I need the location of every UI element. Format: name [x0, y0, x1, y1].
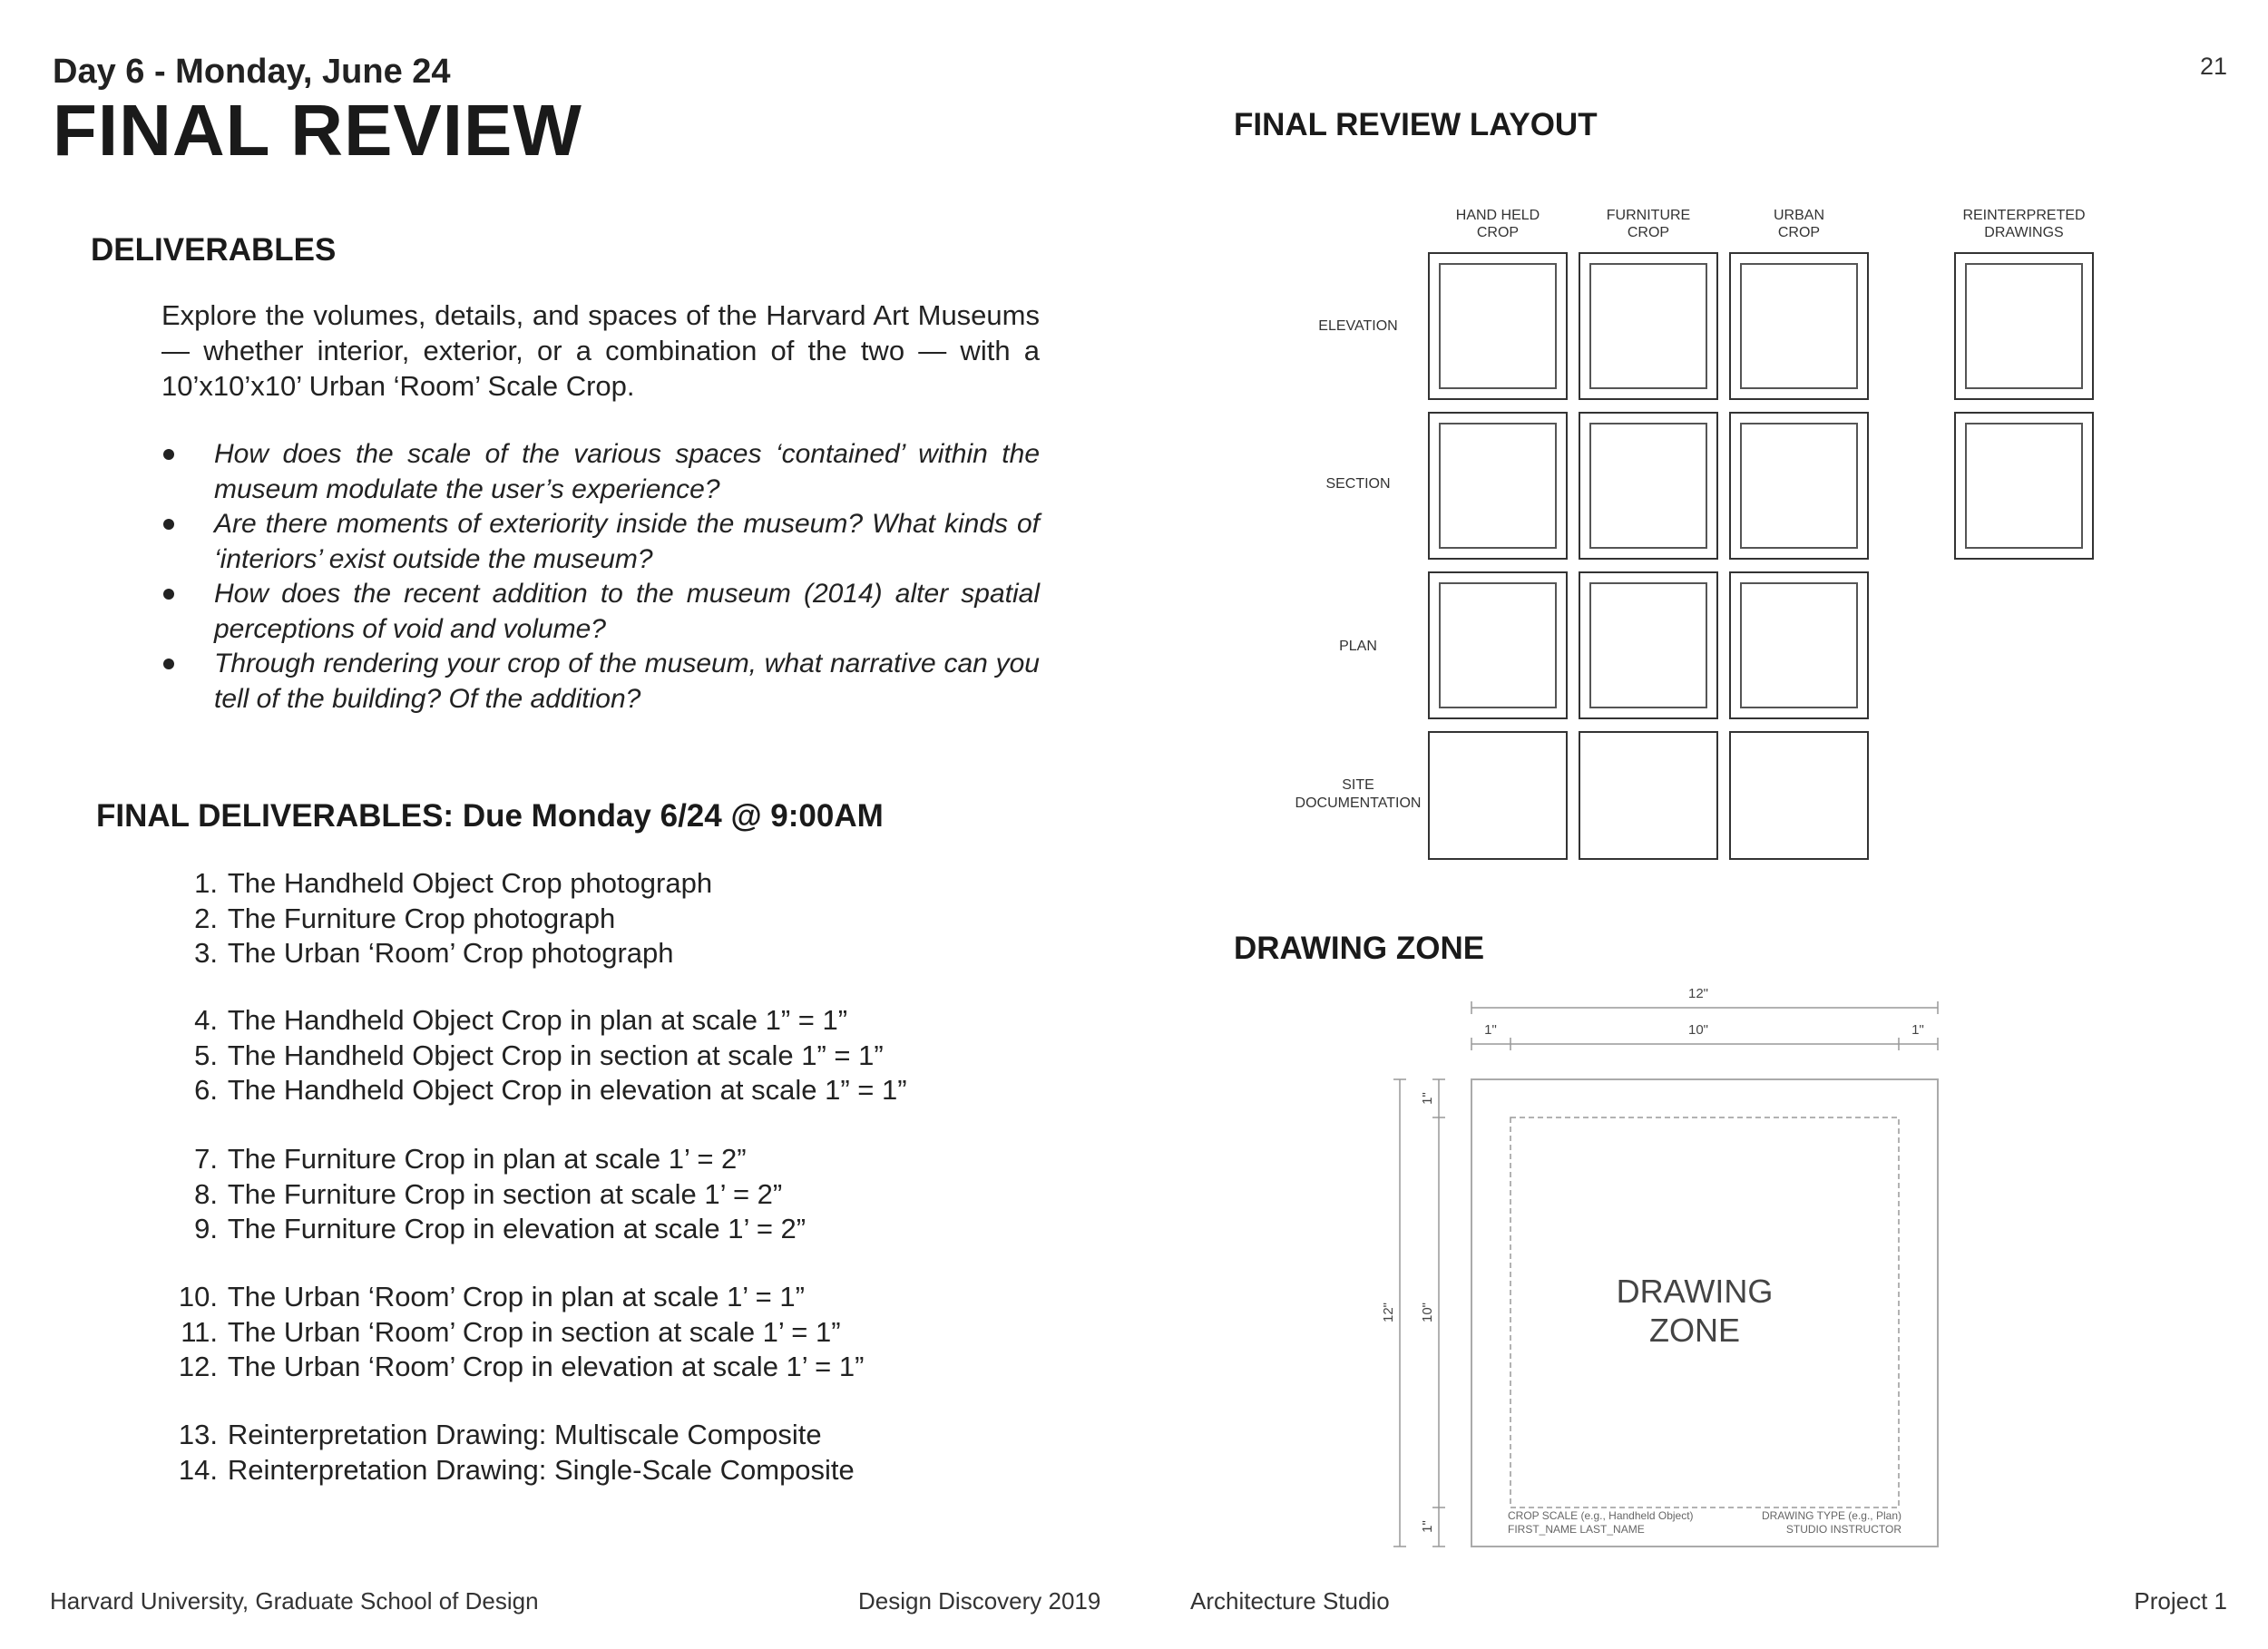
footer-school: Harvard University, Graduate School of Design	[50, 1587, 539, 1615]
deliverable-item: 11. The Urban ‘Room’ Crop in section at scale 1’ = 1”	[181, 1315, 841, 1348]
day-label: Day 6 - Monday, June 24	[53, 53, 451, 91]
deliverable-item: 7. The Furniture Crop in plan at scale 1’ = 2”	[194, 1143, 747, 1175]
page-number: 21	[2199, 53, 2227, 80]
corner-label-right: DRAWING TYPE (e.g., Plan) STUDIO INSTRUCTOR	[1761, 1509, 1901, 1536]
row-header-section: SECTION	[1325, 476, 1391, 492]
footer-program: Design Discovery 2019	[858, 1587, 1101, 1615]
column-header-reinterpreted: REINTERPRETED DRAWINGS	[1962, 208, 2086, 240]
column-header-furniture: FURNITURE CROP	[1606, 208, 1691, 240]
layout-heading: FINAL REVIEW LAYOUT	[1234, 107, 1598, 142]
deliverable-item: 9. The Furniture Crop in elevation at scale 1’ = 2”	[194, 1213, 807, 1244]
question-text: Are there moments of exteriority inside the museum? What kinds of ‘interiors’ exist outside the museum?	[214, 509, 1040, 574]
deliverable-item: 4. The Handheld Object Crop in plan at scale 1” = 1”	[194, 1004, 848, 1036]
dim-total-left: 12"	[1381, 1302, 1396, 1323]
footer-studio: Architecture Studio	[1190, 1587, 1390, 1615]
column-header-urban: URBAN CROP	[1773, 208, 1824, 240]
dim-total-top: 12"	[1687, 986, 1709, 1001]
question-text: How does the scale of the various spaces ‘contained’ within the museum modulate the user’s experience?	[214, 439, 1040, 504]
deliverable-item: 13. Reinterpretation Drawing: Multiscale Composite	[178, 1419, 822, 1450]
footer-project: Project 1	[2134, 1587, 2227, 1615]
row-header-plan: PLAN	[1339, 639, 1377, 654]
column-header-handheld: HAND HELD CROP	[1455, 208, 1540, 240]
deliverable-item: 8. The Furniture Crop in section at scale 1’ = 2”	[194, 1177, 783, 1210]
deliverable-item: 1. The Handheld Object Crop photograph	[194, 867, 713, 899]
deliverable-item: 10. The Urban ‘Room’ Crop in plan at scale 1’ = 1”	[178, 1281, 805, 1312]
drawing-zone-label: DRAWING ZONE	[1616, 1273, 1774, 1349]
deliverable-item: 14. Reinterpretation Drawing: Single-Scale Composite	[178, 1453, 855, 1486]
dim-margin-left: 1"	[1484, 1022, 1497, 1038]
dim-margin-right: 1"	[1911, 1022, 1924, 1038]
deliverable-item: 2. The Furniture Crop photograph	[194, 902, 616, 934]
corner-label-left: CROP SCALE (e.g., Handheld Object) FIRST_NAME LAST_NAME	[1508, 1509, 1694, 1536]
dim-inner-left: 10"	[1420, 1302, 1435, 1323]
dim-margin-top: 1"	[1420, 1092, 1435, 1105]
dim-margin-bottom: 1"	[1420, 1520, 1435, 1533]
deliverable-item: 3. The Urban ‘Room’ Crop photograph	[194, 937, 674, 969]
question-text: Through rendering your crop of the museum, what narrative can you tell of the building? Of the addition?	[214, 649, 1040, 714]
drawing-zone-heading: DRAWING ZONE	[1234, 931, 1485, 966]
final-deliverables-heading: FINAL DELIVERABLES: Due Monday 6/24 @ 9:00AM	[96, 798, 884, 834]
row-header-elevation: ELEVATION	[1318, 318, 1398, 334]
question-text: How does the recent addition to the museum (2014) alter spatial perceptions of void and volume?	[214, 579, 1040, 644]
dim-inner-top: 10"	[1687, 1022, 1709, 1038]
deliverable-item: 6. The Handheld Object Crop in elevation at scale 1” = 1”	[194, 1074, 907, 1106]
deliverables-heading: DELIVERABLES	[91, 232, 337, 268]
row-header-site: SITE DOCUMENTATION	[1295, 777, 1422, 811]
deliverable-item: 12. The Urban ‘Room’ Crop in elevation at scale 1’ = 1”	[178, 1351, 865, 1382]
page-title: FINAL REVIEW	[53, 90, 582, 171]
deliverable-item: 5. The Handheld Object Crop in section at scale 1” = 1”	[194, 1039, 884, 1071]
deliverables-intro: Explore the volumes, details, and spaces of the Harvard Art Museums — whether interior, exterior, or a combination of the two — with a 10’x10’x10’ Urban ‘Room’ Scale Crop.	[161, 299, 1040, 402]
